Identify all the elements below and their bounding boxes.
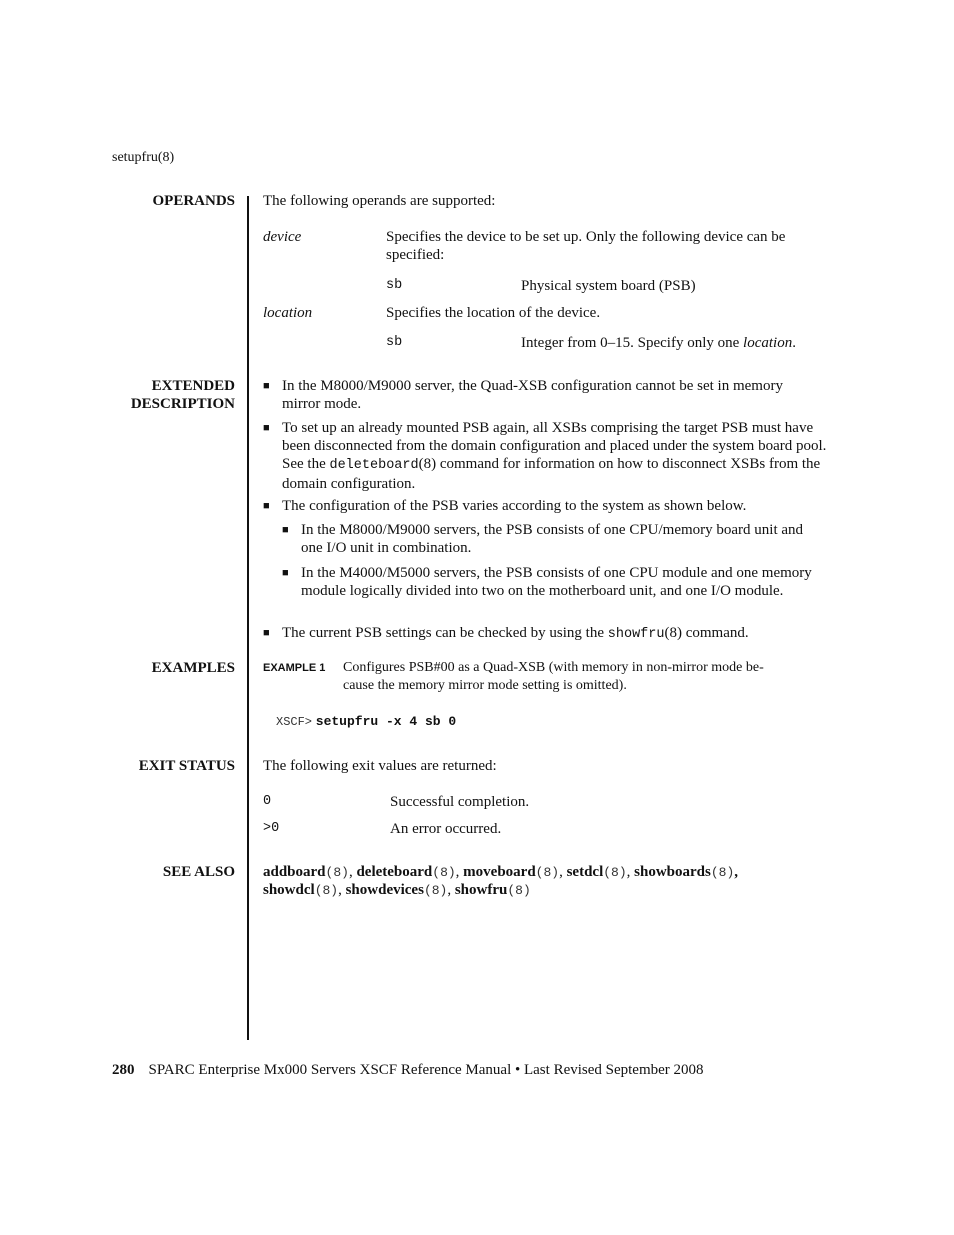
exit-value-0-desc: Successful completion. [390, 794, 530, 810]
ext-bullet-2: To set up an already mounted PSB again, all XSBs comprising the target PSB must have been disconnected from the domain configuration and placed under the system board pool. See the deleteboard(8) command for information on how to disconnect XSBs from the domain configuration. [282, 420, 827, 492]
see-also-link[interactable]: showboards(8) [634, 864, 735, 880]
location-sb-desc: Integer from 0–15. Specify only one location. [521, 335, 796, 351]
location-sb-code: sb [386, 335, 403, 350]
operand-location-term: location [263, 305, 313, 321]
operands-intro: The following operands are supported: [263, 193, 496, 209]
operand-location-desc: Specifies the location of the device. [386, 305, 601, 321]
footer-text: SPARC Enterprise Mx000 Servers XSCF Reference Manual • Last Revised September 2008 [148, 1062, 704, 1078]
see-also-link[interactable]: showfru(8) [454, 882, 531, 898]
running-head: setupfru(8) [112, 150, 175, 165]
operand-device-desc: Specifies the device to be set up. Only the following device can be specified: [386, 229, 786, 263]
exit-status-intro: The following exit values are returned: [263, 758, 497, 774]
exit-status-heading: EXIT STATUS [138, 758, 235, 774]
examples-heading: EXAMPLES [151, 660, 235, 676]
ext-bullet-3a: In the M8000/M9000 servers, the PSB consists of one CPU/memory board unit and one I/O unit in combination. [301, 522, 804, 556]
operands-heading: OPERANDS [152, 193, 235, 209]
example-command-line [276, 712, 456, 731]
exit-value-0: 0 [263, 794, 272, 809]
bullet-square-icon: ■ [282, 524, 289, 536]
see-also-link[interactable]: addboard(8) [263, 864, 349, 880]
ext-bullet-4: The current PSB settings can be checked by using the showfru(8) command. [282, 625, 749, 642]
see-also-link[interactable]: setdcl(8) [566, 864, 627, 880]
bullet-square-icon: ■ [263, 627, 270, 639]
exit-value-gt0-desc: An error occurred. [390, 821, 502, 837]
bullet-square-icon: ■ [263, 500, 270, 512]
example-label: EXAMPLE 1 [263, 662, 326, 674]
operand-device-term: device [263, 229, 302, 245]
bullet-square-icon: ■ [263, 422, 270, 434]
ext-bullet-3: The configuration of the PSB varies according to the system as shown below. [282, 498, 747, 514]
page-footer [112, 1062, 704, 1079]
ext-bullet-1: In the M8000/M9000 server, the Quad-XSB configuration cannot be set in memory mirror mode. [282, 378, 783, 412]
see-also-line-2: showdcl(8), showdevices(8), showfru(8) [263, 882, 531, 898]
see-also-link[interactable]: moveboard(8) [463, 864, 560, 880]
see-also-link[interactable]: deleteboard(8) [356, 864, 456, 880]
see-also-link[interactable]: showdevices(8) [345, 882, 448, 898]
see-also-heading: SEE ALSO [162, 864, 235, 880]
see-also-line-1: addboard(8), deleteboard(8), moveboard(8), setdcl(8), showboards(8), [263, 864, 739, 880]
bullet-square-icon: ■ [282, 567, 289, 579]
xscf-prompt: XSCF> [276, 715, 313, 729]
see-also-link[interactable]: showdcl(8) [263, 882, 339, 898]
page-number: 280 [112, 1062, 135, 1078]
device-sb-code: sb [386, 278, 403, 293]
bullet-square-icon: ■ [263, 380, 270, 392]
vertical-rule [247, 196, 249, 1040]
example-desc-line-2: cause the memory mirror mode setting is omitted). [343, 678, 627, 693]
device-sb-desc: Physical system board (PSB) [521, 278, 696, 294]
exit-value-gt0: >0 [263, 821, 280, 836]
example-command: setupfru -x 4 sb 0 [315, 714, 457, 729]
example-desc-line-1: Configures PSB#00 as a Quad-XSB (with memory in non-mirror mode be- [343, 660, 764, 675]
extended-description-heading: EXTENDED DESCRIPTION [130, 378, 235, 412]
ext-bullet-3b: In the M4000/M5000 servers, the PSB consists of one CPU module and one memory module logically divided into two on the motherboard unit, and one I/O module. [301, 565, 812, 599]
